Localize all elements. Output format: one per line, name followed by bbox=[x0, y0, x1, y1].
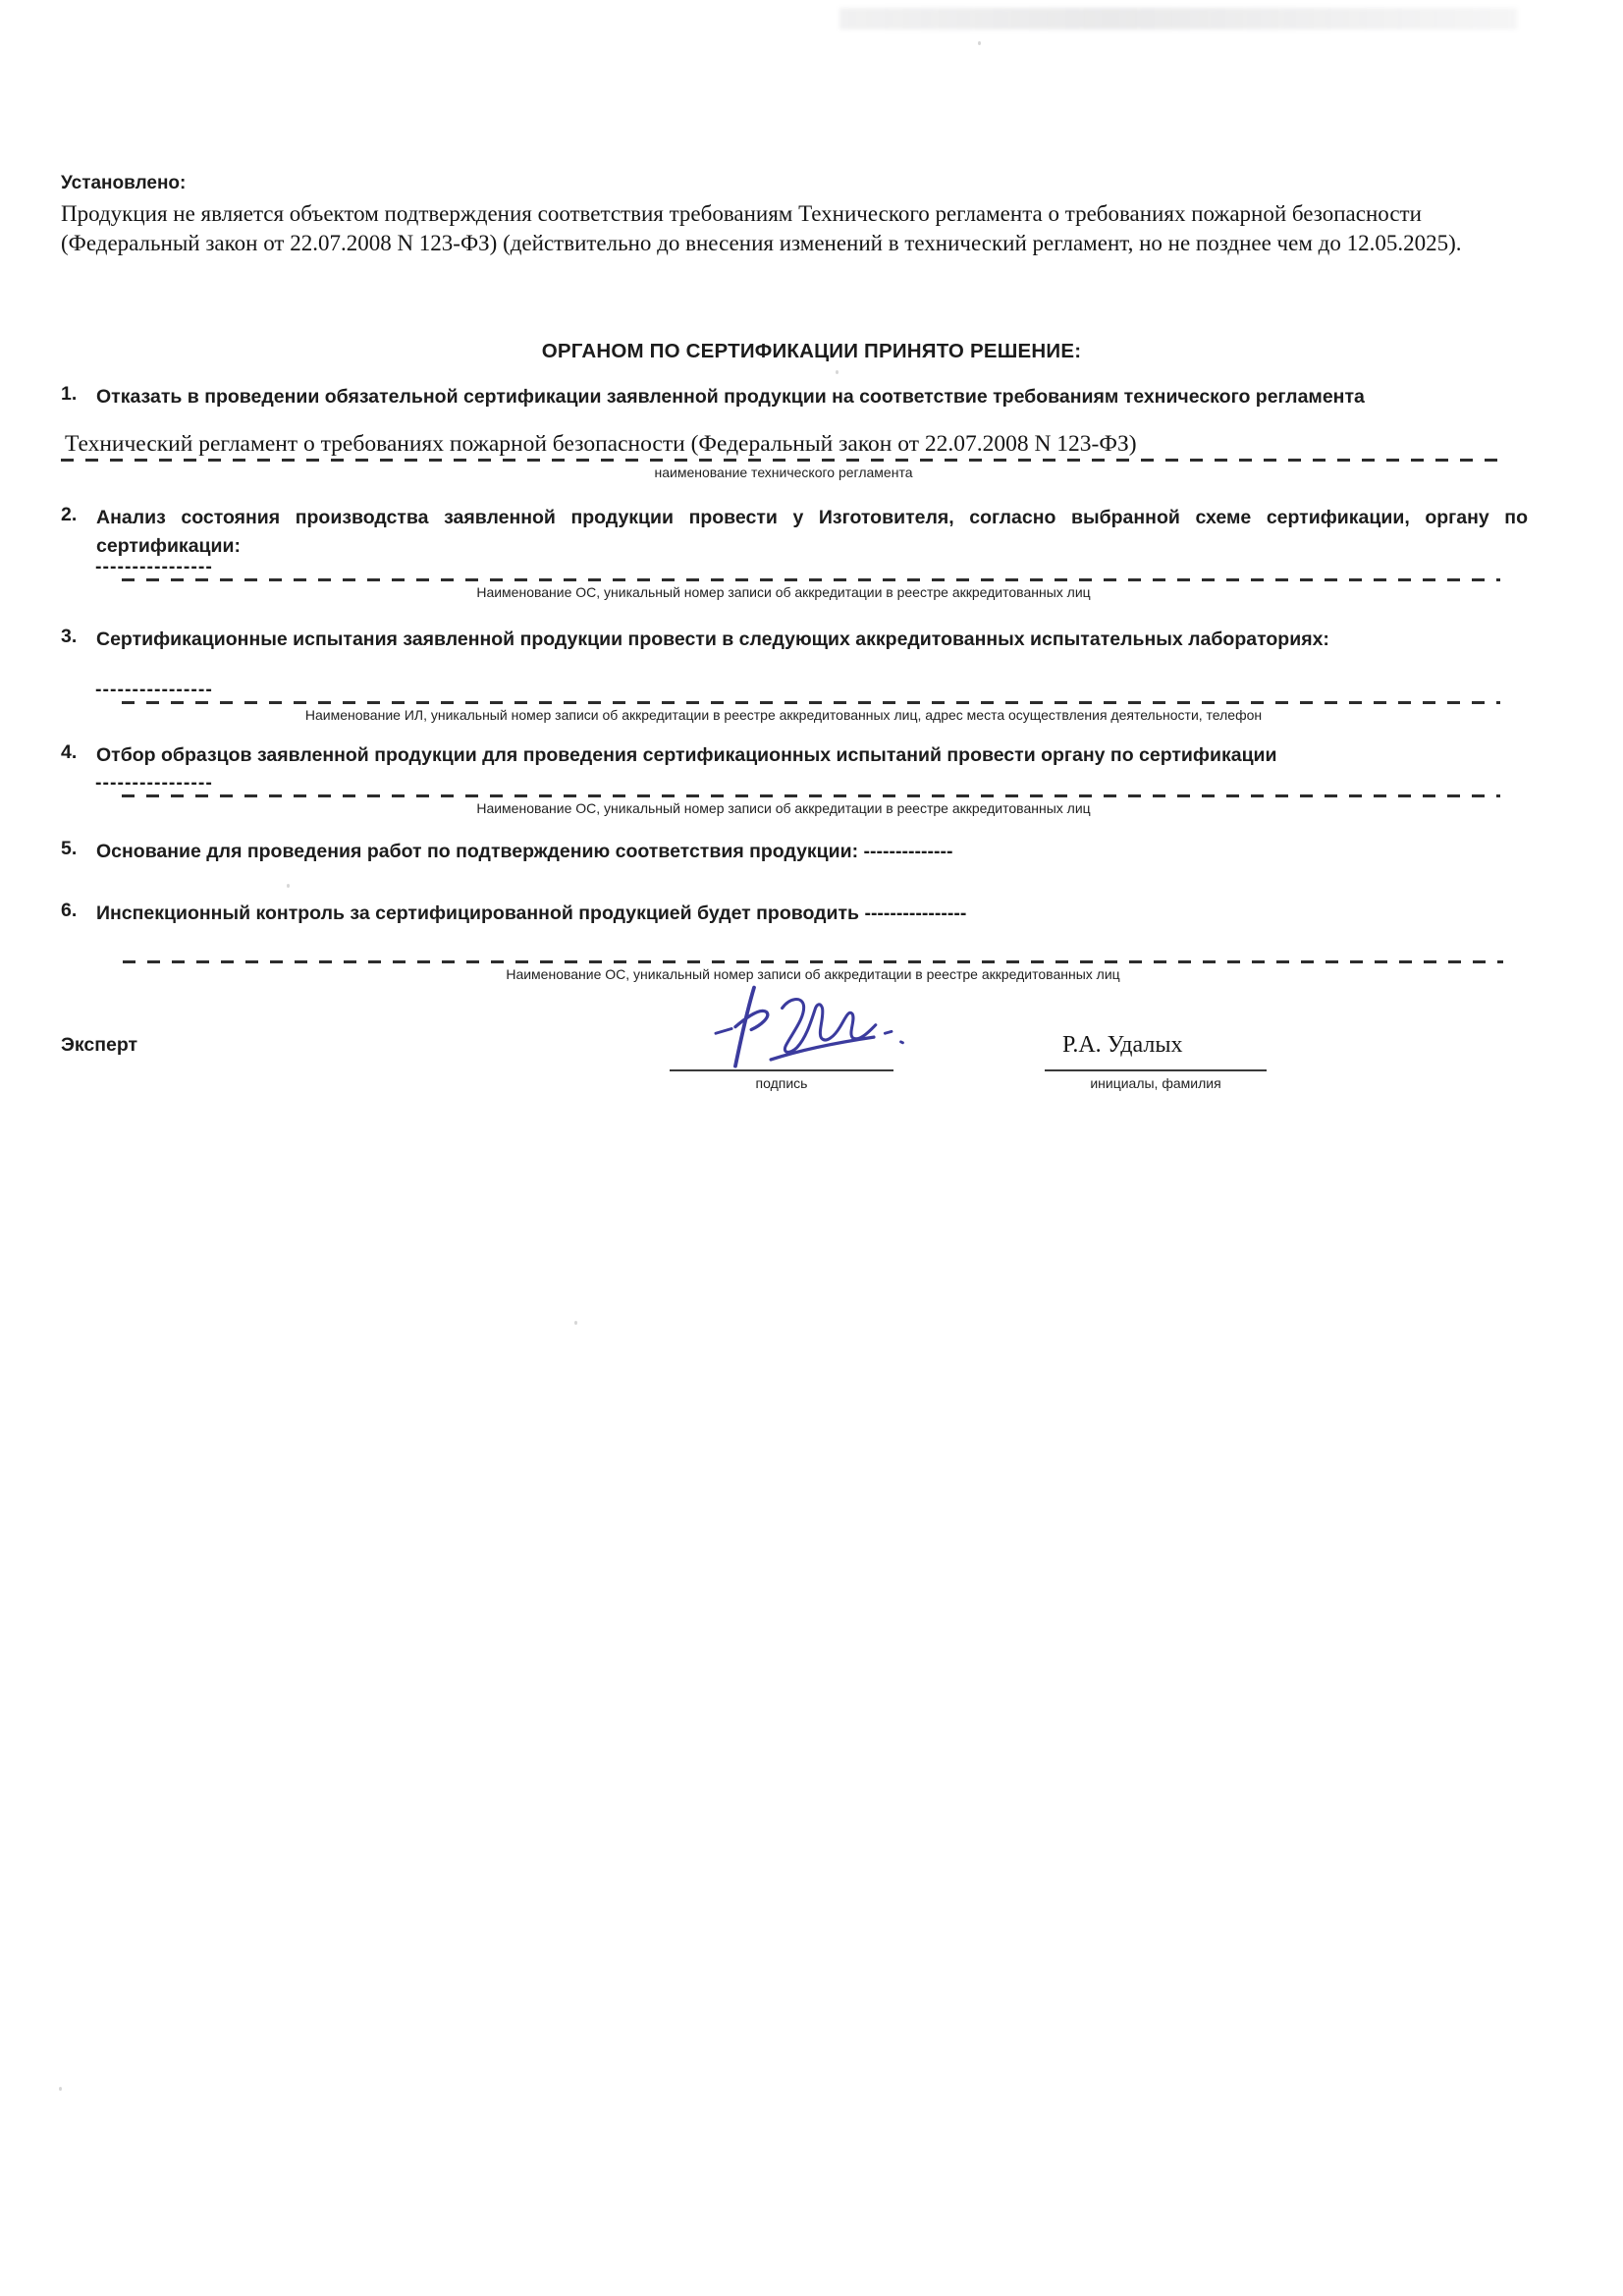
fill-in-caption: Наименование ИЛ, уникальный номер записи об аккредитации в реестре аккредитованных лиц, адрес места осуществления деятельности, телефон bbox=[304, 707, 1263, 723]
fill-in-placeholder: ---------------- bbox=[95, 679, 213, 700]
decision-item-6 bbox=[61, 900, 1528, 928]
expert-signature-ink bbox=[656, 980, 931, 1078]
fill-in-caption: Наименование ОС, уникальный номер записи об аккредитации в реестре аккредитованных лиц bbox=[476, 800, 1091, 816]
scan-artifact bbox=[839, 8, 1517, 29]
decision-item-3 bbox=[61, 626, 1528, 654]
certification-body-fill-block bbox=[61, 555, 1506, 600]
fill-in-caption: наименование технического регламента bbox=[654, 465, 913, 480]
item-text: Основание для проведения работ по подтверждению соответствия продукции: -------------- bbox=[96, 841, 953, 862]
item-number: 6. bbox=[61, 900, 78, 921]
decision-item-2 bbox=[61, 504, 1528, 561]
item-text: Инспекционный контроль за сертифицированной продукцией будет проводить ---------------- bbox=[96, 902, 967, 924]
signature-line bbox=[670, 1069, 893, 1071]
fill-in-placeholder: ---------------- bbox=[95, 556, 213, 577]
fill-in-placeholder: ---------------- bbox=[95, 772, 213, 793]
fill-in-caption: Наименование ОС, уникальный номер записи об аккредитации в реестре аккредитованных лиц bbox=[506, 966, 1120, 982]
scan-speck bbox=[59, 2087, 62, 2091]
decision-item-1 bbox=[61, 383, 1528, 411]
sampling-body-fill-block bbox=[61, 771, 1506, 816]
name-caption: инициалы, фамилия bbox=[1090, 1075, 1221, 1091]
name-line bbox=[1045, 1069, 1267, 1071]
regulation-name-value: Технический регламент о требованиях пожарной безопасности (Федеральный закон от 22.07.2008 N 123-ФЗ) bbox=[65, 431, 1137, 457]
fill-in-caption: Наименование ОС, уникальный номер записи об аккредитации в реестре аккредитованных лиц bbox=[476, 584, 1091, 600]
item-number: 4. bbox=[61, 741, 78, 763]
signature-caption: подпись bbox=[755, 1075, 808, 1091]
inspection-body-fill-block bbox=[123, 960, 1503, 982]
expert-label: Эксперт bbox=[61, 1034, 138, 1056]
scan-speck bbox=[574, 1321, 577, 1325]
item-text: Отказать в проведении обязательной сертификации заявленной продукции на соответствие требованиям технического регламента bbox=[96, 386, 1365, 408]
decision-item-4 bbox=[61, 741, 1528, 770]
established-text: Продукция не является объектом подтверждения соответствия требованиям Технического регламента о требованиях пожарной безопасности (Федеральный закон от 22.07.2008 N 123-ФЗ) (действительно до внесения изменений в технический регламент, но не позднее чем до 12.05.2025). bbox=[61, 201, 1462, 255]
decision-heading: ОРГАНОМ ПО СЕРТИФИКАЦИИ ПРИНЯТО РЕШЕНИЕ: bbox=[541, 340, 1082, 362]
established-label: Установлено: bbox=[61, 173, 187, 193]
item-number: 3. bbox=[61, 626, 78, 647]
item-number: 1. bbox=[61, 383, 78, 405]
expert-name: Р.А. Удалых bbox=[1062, 1032, 1183, 1058]
scan-speck bbox=[287, 884, 290, 888]
decision-item-5 bbox=[61, 838, 1528, 866]
item-text: Отбор образцов заявленной продукции для проведения сертификационных испытаний провести органу по сертификации bbox=[96, 744, 1277, 766]
test-laboratory-fill-block bbox=[61, 678, 1506, 723]
item-text: Сертификационные испытания заявленной продукции провести в следующих аккредитованных испытательных лабораториях: bbox=[96, 629, 1329, 650]
scan-speck bbox=[836, 370, 839, 374]
item-number: 2. bbox=[61, 504, 78, 525]
item-number: 5. bbox=[61, 838, 78, 859]
regulation-fill-block bbox=[61, 430, 1506, 480]
scan-speck bbox=[978, 41, 981, 45]
item-text: Анализ состояния производства заявленной продукции провести у Изготовителя, согласно выбранной схеме сертификации, органу по сертификации: bbox=[96, 507, 1528, 557]
